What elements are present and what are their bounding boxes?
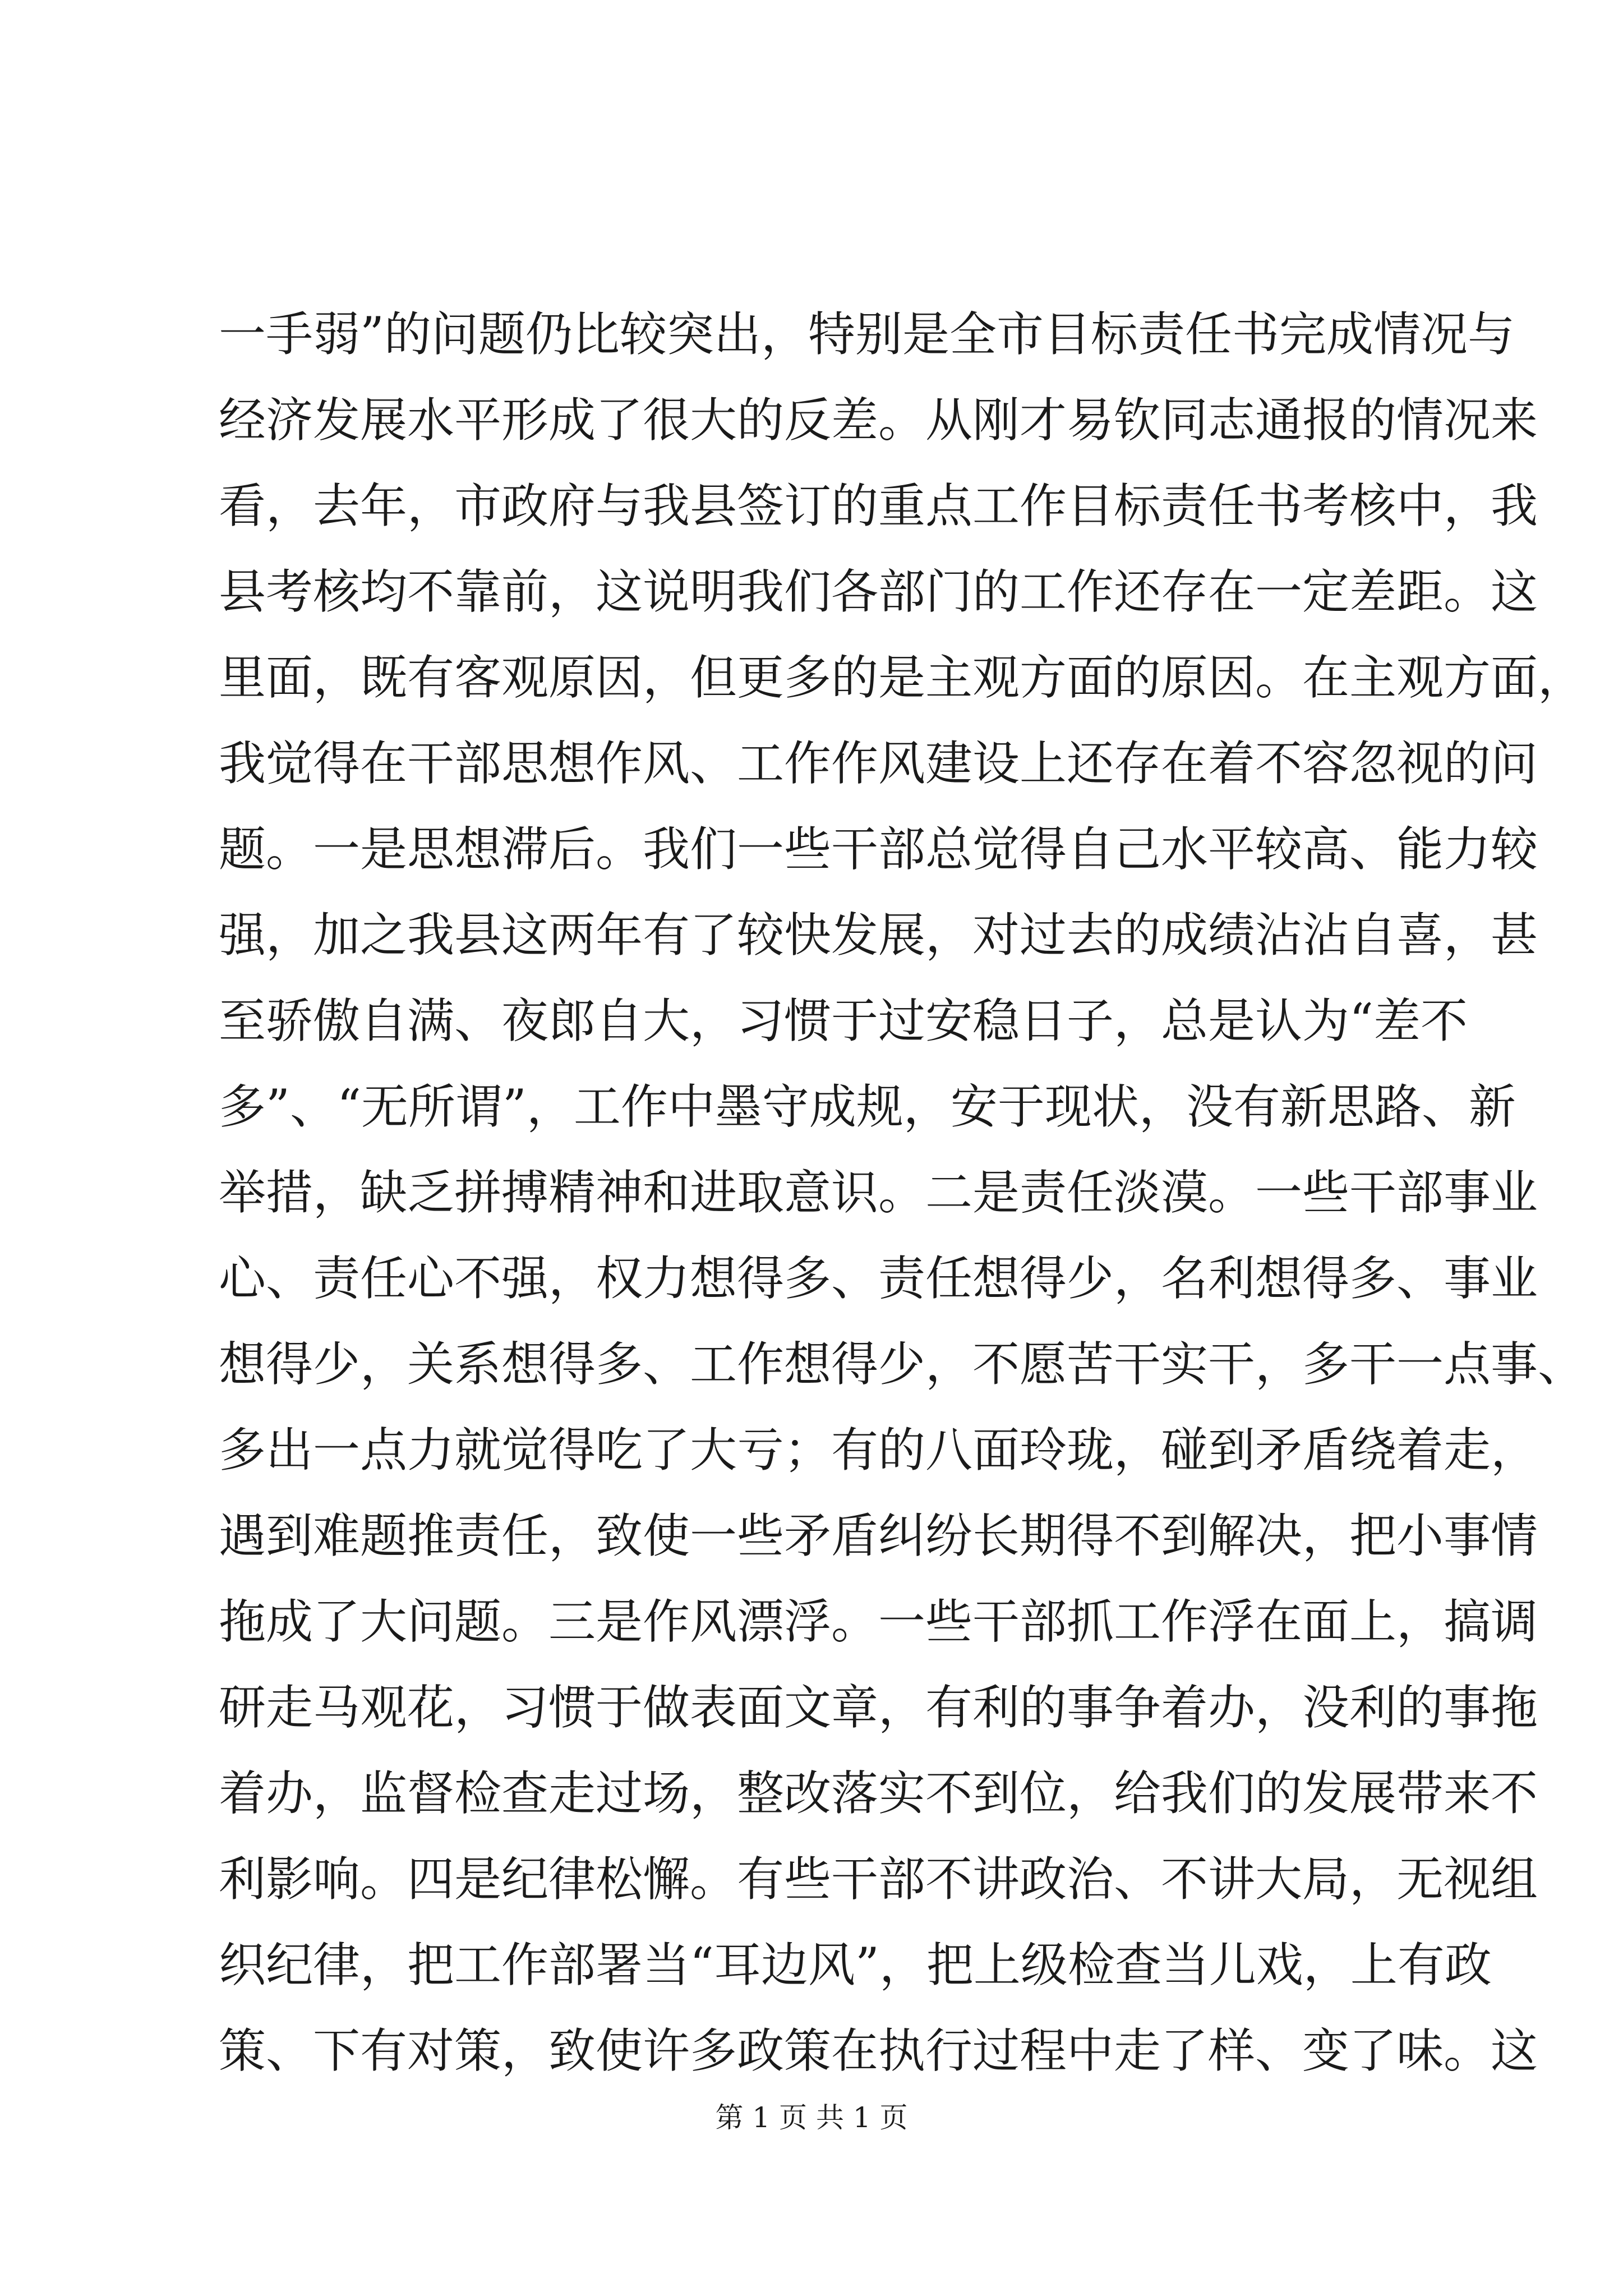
text-line: 遇到难题推责任，致使一些矛盾纠纷长期得不到解决，把小事情 bbox=[219, 1508, 1538, 1563]
body-text bbox=[219, 292, 1585, 2094]
text-line: 着办，监督检查走过场，整改落实不到位，给我们的发展带来不 bbox=[219, 1766, 1538, 1821]
text-line: 织纪律，把工作部署当“耳边风”，把上级检查当儿戏，上有政 bbox=[219, 1938, 1492, 1993]
text-line: 策、下有对策，致使许多政策在执行过程中走了样、变了味。这 bbox=[219, 2023, 1538, 2078]
text-line: 我觉得在干部思想作风、工作作风建设上还存在着不容忽视的问 bbox=[219, 736, 1538, 791]
text-line: 强，加之我县这两年有了较快发展，对过去的成绩沾沾自喜，甚 bbox=[219, 908, 1538, 963]
text-line: 想得少，关系想得多、工作想得少，不愿苦干实干，多干一点事、 bbox=[219, 1337, 1585, 1392]
text-line: 经济发展水平形成了很大的反差。从刚才易钦同志通报的情况来 bbox=[219, 393, 1538, 448]
text-line: 看，去年，市政府与我县签订的重点工作目标责任书考核中，我 bbox=[219, 478, 1538, 533]
text-line: 多出一点力就觉得吃了大亏；有的八面玲珑，碰到矛盾绕着走， bbox=[219, 1423, 1538, 1478]
text-line: 县考核均不靠前，这说明我们各部门的工作还存在一定差距。这 bbox=[219, 564, 1538, 619]
text-line: 一手弱”的问题仍比较突出，特别是全市目标责任书完成情况与 bbox=[219, 307, 1515, 362]
text-line: 举措，缺乏拼搏精神和进取意识。二是责任淡漠。一些干部事业 bbox=[219, 1165, 1538, 1220]
text-line: 里面，既有客观原因，但更多的是主观方面的原因。在主观方面， bbox=[219, 650, 1585, 705]
page-footer bbox=[0, 2098, 1623, 2137]
text-line: 多”、“无所谓”，工作中墨守成规，安于现状，没有新思路、新 bbox=[219, 1079, 1516, 1134]
text-line: 题。一是思想滞后。我们一些干部总觉得自己水平较高、能力较 bbox=[219, 822, 1538, 877]
text-line: 拖成了大问题。三是作风漂浮。一些干部抓工作浮在面上，搞调 bbox=[219, 1594, 1538, 1649]
text-line: 研走马观花，习惯于做表面文章，有利的事争着办，没利的事拖 bbox=[219, 1680, 1538, 1735]
page-number-label: 第 1 页 共 1 页 bbox=[715, 2101, 908, 2134]
text-line: 心、责任心不强，权力想得多、责任想得少，名利想得多、事业 bbox=[219, 1251, 1538, 1306]
text-line: 至骄傲自满、夜郎自大，习惯于过安稳日子，总是认为“差不 bbox=[219, 993, 1468, 1048]
text-line: 利影响。四是纪律松懈。有些干部不讲政治、不讲大局，无视组 bbox=[219, 1852, 1538, 1907]
